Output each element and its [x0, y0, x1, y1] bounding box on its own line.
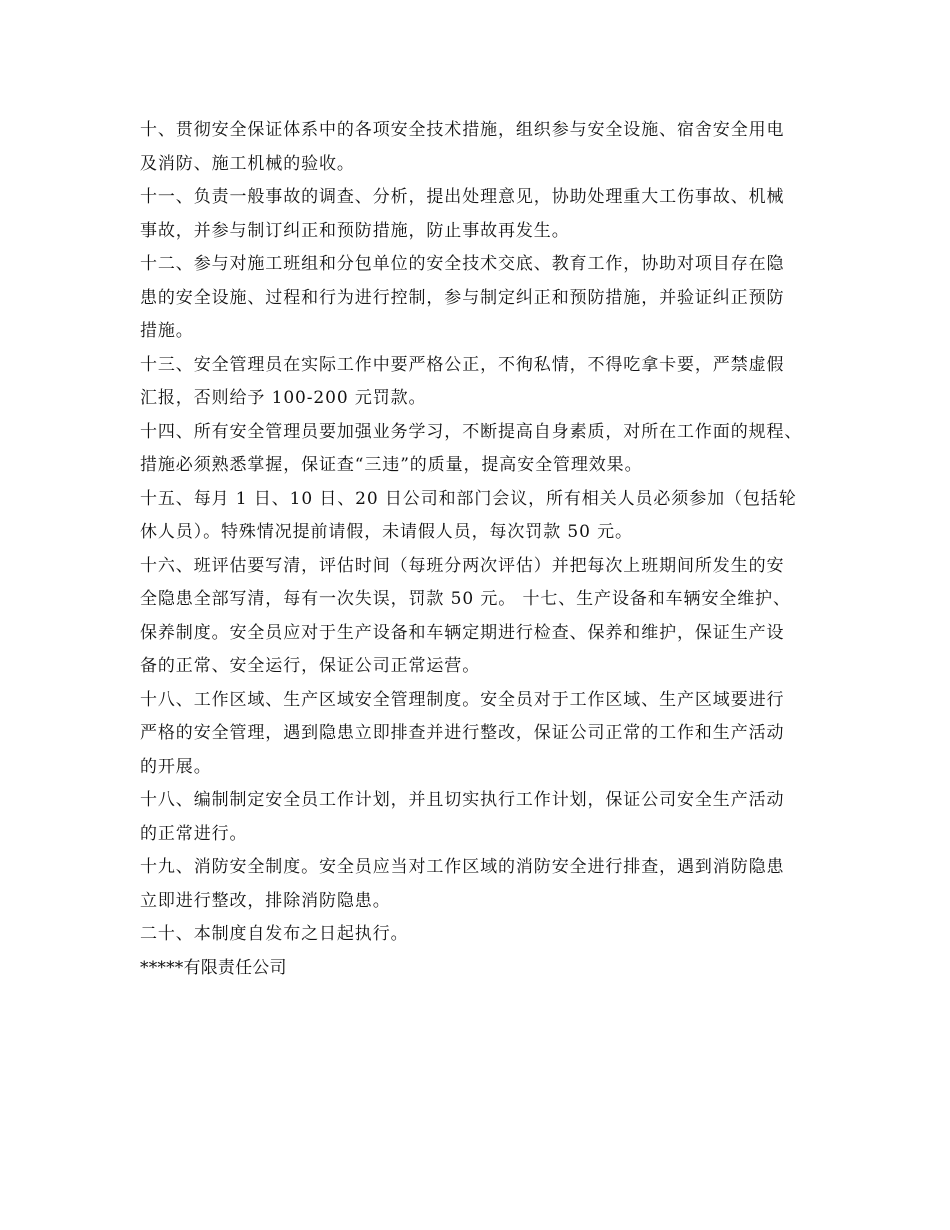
text-line: 严格的安全管理，遇到隐患立即排查并进行整改，保证公司正常的工作和生产活动 [140, 723, 785, 743]
text-line: 立即进行整改，排除消防隐患。 [140, 890, 391, 911]
text-line: 事故，并参与制订纠正和预防措施，防止事故再发生。 [140, 220, 570, 241]
text-line: 十四、所有安全管理员要加强业务学习，不断提高自身素质，对所在工作面的规程、 [140, 421, 803, 442]
document-body [140, 114, 840, 985]
text-line: 十八、工作区域、生产区域安全管理制度。安全员对于工作区域、生产区域要进行 [140, 689, 785, 710]
text-line: 二十、本制度自发布之日起执行。 [140, 924, 409, 944]
text-line: 全隐患全部写清，每有一次失误，罚款 50 元。 十七、生产设备和车辆安全维护、 [140, 589, 791, 609]
text-line: 措施。 [140, 321, 194, 341]
text-line: 患的安全设施、过程和行为进行控制，参与制定纠正和预防措施，并验证纠正预防 [140, 287, 785, 308]
text-line: 十二、参与对施工班组和分包单位的安全技术交底、教育工作，协助对项目存在隐 [140, 254, 785, 274]
text-line: 保养制度。安全员应对于生产设备和车辆定期进行检查、保养和维护，保证生产设 [140, 622, 785, 643]
text-line: 十三、安全管理员在实际工作中要严格公正，不徇私情，不得吃拿卡要，严禁虚假 [140, 354, 785, 375]
text-line: 休人员）。特殊情况提前请假，未请假人员，每次罚款 50 元。 [140, 522, 633, 542]
text-line: 措施必须熟悉掌握，保证查“三违”的质量，提高安全管理效果。 [140, 455, 643, 475]
text-line: 十五、每月 1 日、10 日、20 日公司和部门会议，所有相关人员必须参加（包括轮 [140, 488, 797, 509]
text-line: 十、贯彻安全保证体系中的各项安全技术措施，组织参与安全设施、宿舍安全用电 [140, 120, 785, 140]
text-line: 十八、编制制定安全员工作计划，并且切实执行工作计划，保证公司安全生产活动 [140, 790, 785, 810]
text-line: 十六、班评估要写清，评估时间（每班分两次评估）并把每次上班期间所发生的安 [140, 555, 785, 576]
text-line: 备的正常、安全运行，保证公司正常运营。 [140, 656, 481, 676]
text-line: 的开展。 [140, 756, 212, 777]
text-line: 汇报，否则给予 100-200 元罚款。 [140, 388, 427, 408]
text-line: 十九、消防安全制度。安全员应当对工作区域的消防安全进行排查，遇到消防隐患 [140, 857, 785, 877]
company-name: *****有限责任公司 [140, 957, 287, 978]
text-line: 及消防、施工机械的验收。 [140, 153, 355, 174]
text-line: 的正常进行。 [140, 823, 248, 844]
text-line: 十一、负责一般事故的调查、分析，提出处理意见，协助处理重大工伤事故、机械 [140, 187, 785, 207]
